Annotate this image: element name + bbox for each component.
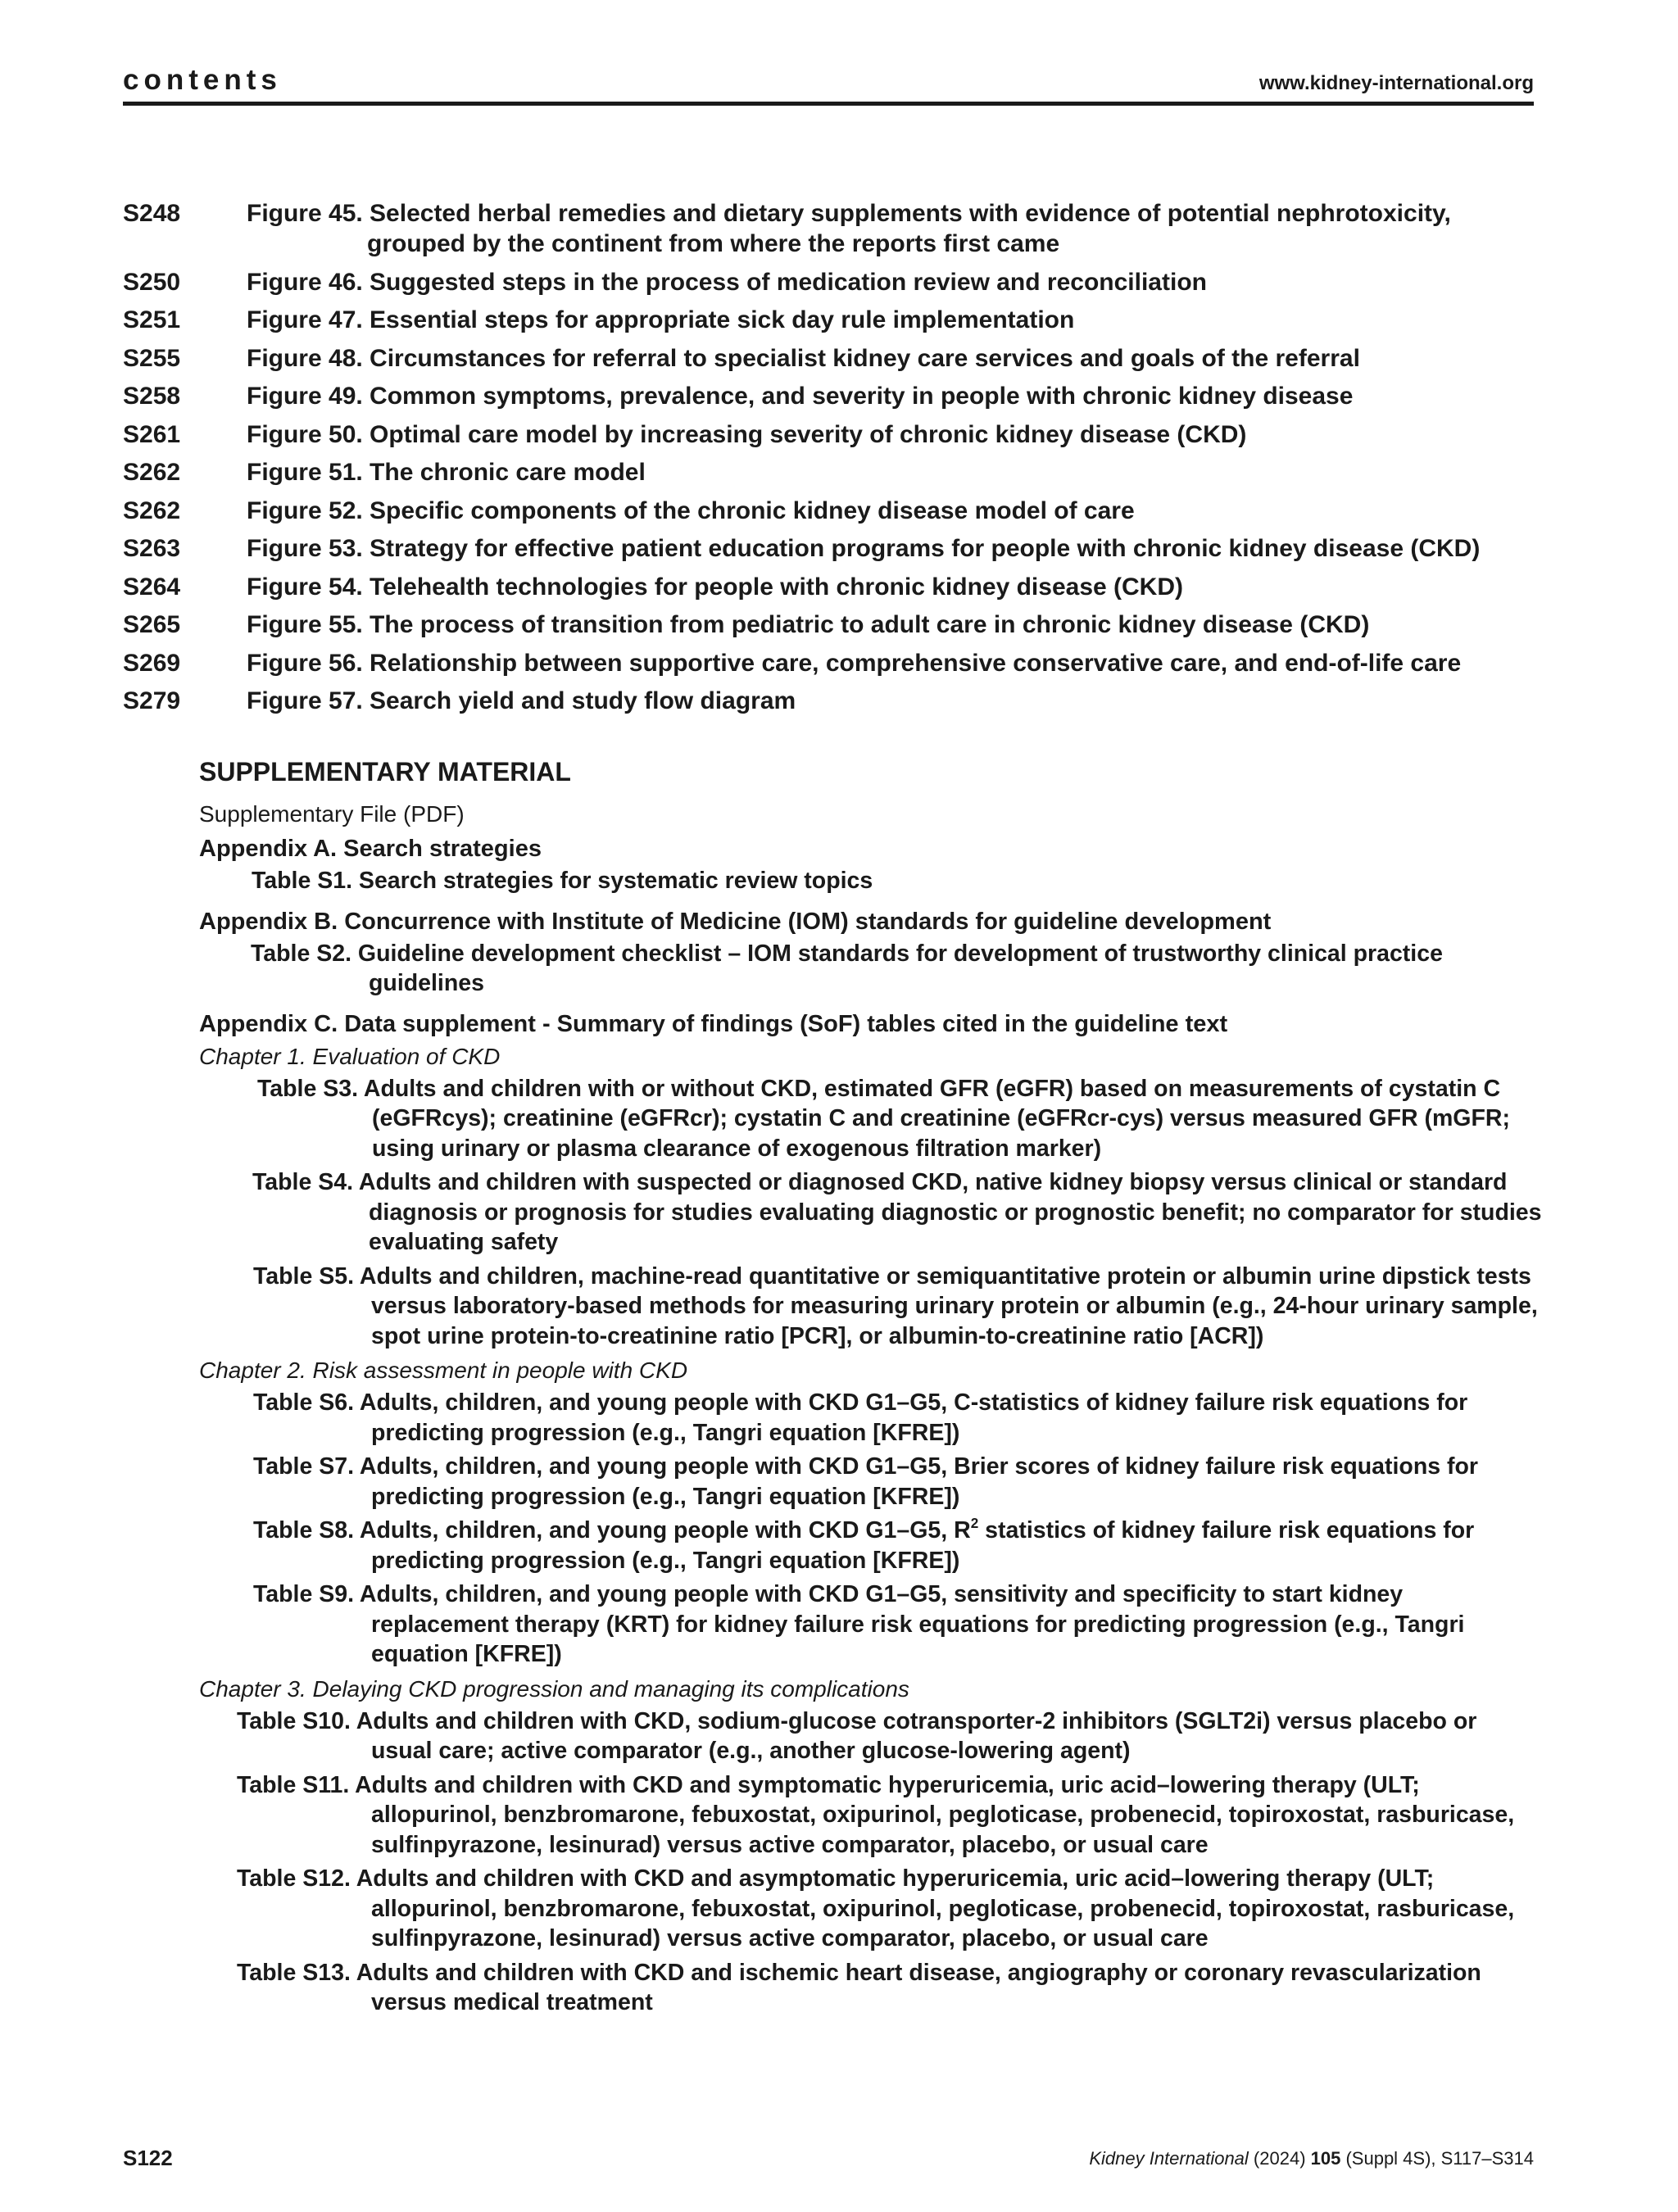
appendix-c-heading[interactable]: Appendix C. Data supplement - Summary of findings (SoF) tables cited in the guideline text <box>199 1010 1228 1037</box>
journal-url[interactable]: www.kidney-international.org <box>1258 72 1534 94</box>
table-s1-entry[interactable]: Table S1. Search strategies for systematic review topics <box>252 868 873 894</box>
figure-page-number: S255 <box>123 344 181 372</box>
table-s8-text-end: statistics of kidney failure risk equations for predicting progression (e.g., Tangri equation [KFRE]) <box>371 1517 1475 1574</box>
appendix-a-heading[interactable]: Appendix A. Search strategies <box>199 836 542 862</box>
figure-entry[interactable] <box>123 381 1540 411</box>
figure-title: Figure 51. The chronic care model <box>247 459 646 486</box>
figure-title: Figure 57. Search yield and study flow diagram <box>247 687 796 714</box>
figure-entry[interactable] <box>123 343 1540 374</box>
table-s7-entry[interactable]: Table S7. Adults, children, and young people with CKD G1–G5, Brier scores of kidney failure risk equations for predicting progression (e.g., Tangri equation [KFRE]) <box>253 1453 1478 1510</box>
figure-entry[interactable] <box>123 572 1540 602</box>
figure-page-number: S265 <box>123 611 181 638</box>
table-s8-text-start: Table S8. Adults, children, and young people with CKD G1–G5, R <box>253 1517 971 1543</box>
figure-page-number: S248 <box>123 200 181 227</box>
figure-title: Figure 47. Essential steps for appropriate sick day rule implementation <box>247 306 1075 333</box>
table-s8-entry[interactable] <box>199 1516 1543 1575</box>
table-s2-entry[interactable]: Table S2. Guideline development checklist – IOM standards for development of trustworthy clinical practice guidelines <box>251 940 1443 996</box>
table-s4-entry[interactable]: Table S4. Adults and children with suspected or diagnosed CKD, native kidney biopsy versus clinical or standard diagnosis or prognosis for studies evaluating diagnostic or prognostic benefit; no comparator for studies evaluating safety <box>252 1169 1542 1255</box>
figure-entry[interactable] <box>123 305 1540 335</box>
figure-title: Figure 46. Suggested steps in the process of medication review and reconciliation <box>247 268 1207 296</box>
figure-title: Figure 48. Circumstances for referral to specialist kidney care services and goals of the referral <box>247 344 1360 372</box>
figure-list <box>123 198 1540 724</box>
figure-title: Figure 53. Strategy for effective patient education programs for people with chronic kidney disease (CKD) <box>247 535 1481 562</box>
figure-page-number: S262 <box>123 496 181 524</box>
table-s12-entry[interactable]: Table S12. Adults and children with CKD and asymptomatic hyperuricemia, uric acid–lowering therapy (ULT; allopurinol, benzbromarone, febuxostat, oxipurinol, pegloticase, probenecid, topiroxostat, rasburicase, sulfinpyrazone, lesinurad) versus active comparator, placebo, or usual care <box>237 1865 1515 1951</box>
figure-page-number: S261 <box>123 420 181 448</box>
figure-entry[interactable] <box>123 533 1540 564</box>
figure-page-number: S264 <box>123 573 181 601</box>
figure-page-number: S279 <box>123 687 181 714</box>
figure-entry[interactable] <box>123 686 1540 716</box>
citation-year: (2024) <box>1248 2148 1311 2169</box>
appendix-b-heading[interactable]: Appendix B. Concurrence with Institute of Medicine (IOM) standards for guideline development <box>199 908 1272 935</box>
figure-title: Figure 45. Selected herbal remedies and dietary supplements with evidence of potential nephrotoxicity, grouped by the continent from where the reports first came <box>247 200 1451 257</box>
chapter-2-heading: Chapter 2. Risk assessment in people with CKD <box>199 1358 688 1383</box>
header-divider <box>123 102 1534 106</box>
figure-page-number: S269 <box>123 649 181 677</box>
chapter-1-heading: Chapter 1. Evaluation of CKD <box>199 1043 501 1069</box>
figure-entry[interactable] <box>123 419 1540 450</box>
figure-entry[interactable] <box>123 457 1540 487</box>
citation-issue: (Suppl 4S), S117–S314 <box>1340 2148 1534 2169</box>
page-header-title: contents <box>123 64 282 96</box>
figure-page-number: S250 <box>123 268 181 296</box>
figure-title: Figure 52. Specific components of the chronic kidney disease model of care <box>247 496 1135 524</box>
journal-citation <box>1089 2148 1534 2169</box>
figure-title: Figure 54. Telehealth technologies for people with chronic kidney disease (CKD) <box>247 573 1184 601</box>
figure-page-number: S258 <box>123 383 181 410</box>
table-s3-entry[interactable]: Table S3. Adults and children with or without CKD, estimated GFR (eGFR) based on measurements of cystatin C (eGFRcys); creatinine (eGFRcr); cystatin C and creatinine (eGFRcr-cys) versus measured GFR (mGFR; using urinary or plasma clearance of exogenous filtration marker) <box>257 1075 1510 1162</box>
table-s5-entry[interactable]: Table S5. Adults and children, machine-read quantitative or semiquantitative protein or albumin urine dipstick tests versus laboratory-based methods for measuring urinary protein or albumin (e.g., 24-hour urinary sample, spot urine protein-to-creatinine ratio [PCR], or albumin-to-creatinine ratio [ACR]) <box>253 1262 1538 1349</box>
table-s13-entry[interactable]: Table S13. Adults and children with CKD and ischemic heart disease, angiography or coronary revascularization versus medical treatment <box>237 1959 1481 2015</box>
figure-title: Figure 56. Relationship between supportive care, comprehensive conservative care, and end-of-life care <box>247 649 1462 677</box>
section-heading: SUPPLEMENTARY MATERIAL <box>199 757 571 786</box>
figure-entry[interactable] <box>123 610 1540 640</box>
supplementary-material-section <box>199 755 1543 2022</box>
journal-name: Kidney International <box>1089 2148 1249 2169</box>
table-s11-entry[interactable]: Table S11. Adults and children with CKD and symptomatic hyperuricemia, uric acid–lowering therapy (ULT; allopurinol, benzbromarone, febuxostat, oxipurinol, pegloticase, probenecid, topiroxostat, rasburicase, sulfinpyrazone, lesinurad) versus active comparator, placebo, or usual care <box>237 1771 1515 1858</box>
figure-entry[interactable] <box>123 267 1540 297</box>
figure-title: Figure 50. Optimal care model by increasing severity of chronic kidney disease (CKD) <box>247 420 1247 448</box>
supplementary-file-link[interactable]: Supplementary File (PDF) <box>199 801 465 827</box>
chapter-3-heading: Chapter 3. Delaying CKD progression and managing its complications <box>199 1675 909 1702</box>
figure-page-number: S262 <box>123 459 181 486</box>
figure-title: Figure 49. Common symptoms, prevalence, and severity in people with chronic kidney disease <box>247 383 1354 410</box>
citation-volume: 105 <box>1310 2148 1341 2169</box>
superscript-two: 2 <box>970 1515 979 1531</box>
page-number: S122 <box>123 2146 173 2170</box>
figure-title: Figure 55. The process of transition from pediatric to adult care in chronic kidney disease (CKD) <box>247 611 1370 638</box>
figure-page-number: S263 <box>123 535 181 562</box>
figure-entry[interactable] <box>123 198 1540 259</box>
table-s10-entry[interactable]: Table S10. Adults and children with CKD, sodium-glucose cotransporter-2 inhibitors (SGLT2i) versus placebo or usual care; active comparator (e.g., another glucose-lowering agent) <box>237 1707 1477 1764</box>
figure-entry[interactable] <box>123 496 1540 526</box>
figure-page-number: S251 <box>123 306 181 333</box>
table-s6-entry[interactable]: Table S6. Adults, children, and young people with CKD G1–G5, C-statistics of kidney failure risk equations for predicting progression (e.g., Tangri equation [KFRE]) <box>253 1389 1468 1446</box>
figure-entry[interactable] <box>123 648 1540 678</box>
table-s9-entry[interactable]: Table S9. Adults, children, and young people with CKD G1–G5, sensitivity and specificity to start kidney replacement therapy (KRT) for kidney failure risk equations for predicting progression (e.g., Tangri equation [KFRE]) <box>253 1581 1465 1667</box>
